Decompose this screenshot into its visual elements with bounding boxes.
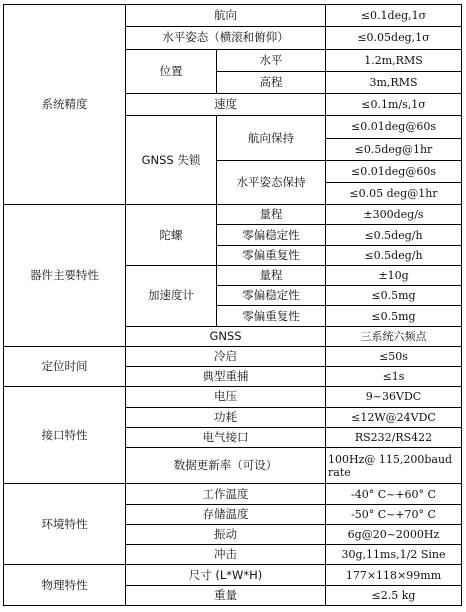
item-gyro-range: 量程 (217, 205, 326, 225)
value-heading: ≤0.1deg,1σ (326, 5, 462, 27)
value-vibration: 6g@20~2000Hz (326, 524, 462, 544)
category-system-accuracy: 系统精度 (4, 5, 126, 205)
value-level-hold-60s: ≤0.01deg@60s (326, 160, 462, 182)
category-positioning-time: 定位时间 (4, 346, 126, 386)
value-horizontal: 1.2m,RMS (326, 49, 462, 71)
item-speed: 速度 (126, 94, 326, 116)
value-heading-hold-60s: ≤0.01deg@60s (326, 116, 462, 138)
item-reacquisition: 典型重捕 (126, 367, 326, 387)
item-cold-start: 冷启 (126, 346, 326, 366)
item-accelerometer: 加速度计 (126, 265, 217, 326)
value-gyro-bias-stability: ≤0.5deg/h (326, 225, 462, 245)
value-heading-hold-1hr: ≤0.5deg@1hr (326, 138, 462, 160)
value-operating-temp: -40° C~+60° C (326, 484, 462, 504)
item-gnss: GNSS (126, 326, 326, 346)
item-accel-bias-repeatability: 零偏重复性 (217, 306, 326, 326)
value-accel-bias-stability: ≤0.5mg (326, 286, 462, 306)
value-update-rate-line2: rate (328, 465, 351, 479)
item-power: 功耗 (126, 407, 326, 427)
item-size: 尺寸 (L*W*H) (126, 565, 326, 585)
value-reacquisition: ≤1s (326, 367, 462, 387)
item-voltage: 电压 (126, 387, 326, 407)
category-environment: 环境特性 (4, 484, 126, 565)
value-storage-temp: -50° C~+70° C (326, 504, 462, 524)
item-gnss-outage: GNSS 失锁 (126, 116, 217, 205)
item-shock: 冲击 (126, 545, 326, 565)
item-elevation: 高程 (217, 71, 326, 93)
item-horizontal: 水平 (217, 49, 326, 71)
value-update-rate (326, 448, 462, 484)
value-power: ≤12W@24VDC (326, 407, 462, 427)
value-accel-range: ±10g (326, 265, 462, 285)
category-interface: 接口特性 (4, 387, 126, 484)
item-level-hold: 水平姿态保持 (217, 160, 326, 205)
item-heading-hold: 航向保持 (217, 116, 326, 161)
value-level-hold-1hr: ≤0.05 deg@1hr (326, 183, 462, 205)
category-component-specs: 器件主要特性 (4, 205, 126, 347)
value-gyro-range: ±300deg/s (326, 205, 462, 225)
value-cold-start: ≤50s (326, 346, 462, 366)
item-level-attitude: 水平姿态（横滚和俯仰） (126, 27, 326, 49)
category-physical: 物理特性 (4, 565, 126, 606)
item-gyro-bias-repeatability: 零偏重复性 (217, 245, 326, 265)
item-gyro: 陀螺 (126, 205, 217, 266)
value-update-rate-line1: 100Hz@ 115,200baud (328, 452, 453, 466)
item-weight: 重量 (126, 585, 326, 605)
value-gyro-bias-repeatability: ≤0.5deg/h (326, 245, 462, 265)
value-electrical-interface: RS232/RS422 (326, 427, 462, 447)
value-weight: ≤2.5 kg (326, 585, 462, 605)
item-operating-temp: 工作温度 (126, 484, 326, 504)
value-shock: 30g,11ms,1/2 Sine (326, 545, 462, 565)
value-elevation: 3m,RMS (326, 71, 462, 93)
item-gyro-bias-stability: 零偏稳定性 (217, 225, 326, 245)
item-storage-temp: 存储温度 (126, 504, 326, 524)
value-voltage: 9~36VDC (326, 387, 462, 407)
value-accel-bias-repeatability: ≤0.5mg (326, 306, 462, 326)
item-update-rate: 数据更新率（可设） (126, 448, 326, 484)
item-position: 位置 (126, 49, 217, 94)
item-heading: 航向 (126, 5, 326, 27)
item-accel-bias-stability: 零偏稳定性 (217, 286, 326, 306)
item-accel-range: 量程 (217, 265, 326, 285)
value-size: 177×118×99mm (326, 565, 462, 585)
item-vibration: 振动 (126, 524, 326, 544)
value-level-attitude: ≤0.05deg,1σ (326, 27, 462, 49)
item-electrical-interface: 电气接口 (126, 427, 326, 447)
value-speed: ≤0.1m/s,1σ (326, 94, 462, 116)
value-gnss: 三系统六频点 (326, 326, 462, 346)
spec-table (3, 4, 462, 606)
